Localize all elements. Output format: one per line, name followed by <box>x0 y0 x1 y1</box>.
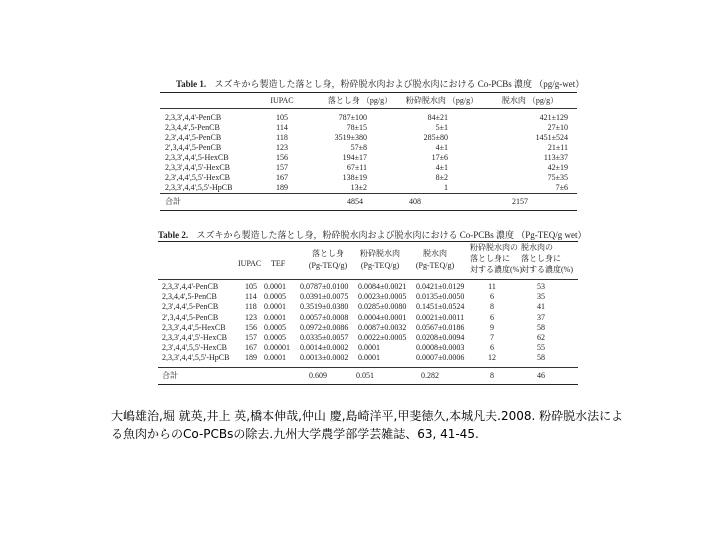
table-2-cell-otoshimi: 0.0057±0.0008 <box>300 312 349 322</box>
table-2-cell-compound: 2',3,4,4',5-PenCB <box>162 312 219 322</box>
table-1-cell-iupac: 157 <box>276 163 288 172</box>
table-2-cell-iupac: 123 <box>245 312 257 322</box>
table-1-cell-iupac: 123 <box>276 143 288 152</box>
table-1-header-otoshimi: 落とし身 （pg/g） <box>327 96 393 105</box>
table-1-header-funsai: 粉砕脱水肉 （pg/g） <box>405 96 479 105</box>
reference-citation <box>111 407 631 443</box>
table-2-cell-iupac: 156 <box>245 322 257 332</box>
table-2-cell-dassui: 0.0421±0.0129 <box>416 282 465 291</box>
table-1-title: スズキから製造した落とし身，粉砕脱水肉および脱水肉における Co-PCBs 濃度 （pg/g-wet） <box>214 79 585 89</box>
table-2-cell-iupac: 189 <box>245 353 257 363</box>
table-1-cell-dassui: 113±37 <box>543 153 568 162</box>
table-1-cell-funsai: 17±6 <box>431 153 448 162</box>
table-1-cell-iupac: 114 <box>276 123 288 132</box>
table-1-cell-dassui: 27±10 <box>547 123 568 132</box>
table-2-bottom-rule <box>158 384 578 385</box>
table-1-cell-otoshimi: 13±2 <box>350 183 367 192</box>
table-2-cell-funsai: 0.0087±0.0032 <box>358 322 407 332</box>
table-2-cell-compound: 2,3,3',4,4'-PenCB <box>162 282 219 291</box>
table-2-cell-funsai: 0.0023±0.0005 <box>358 292 407 302</box>
table-2-cell-tef: 0.00001 <box>264 343 290 353</box>
table-1-cell-dassui: 1451±524 <box>535 133 568 142</box>
table-2-cell-ratio-funsai: 12 <box>488 353 496 363</box>
table-2-cell-ratio-funsai: 6 <box>490 312 494 322</box>
table-2-cell-dassui: 0.1451±0.0524 <box>416 302 465 312</box>
table-2-cell-otoshimi: 0.0391±0.0075 <box>300 292 349 302</box>
table-2-cell-compound: 2,3,3',4,4',5'-HexCB <box>162 333 227 342</box>
table-1-header-iupac: IUPAC <box>270 96 294 105</box>
table-1-cell-dassui: 75±35 <box>547 173 568 182</box>
table-2-cell-otoshimi: 0.0014±0.0002 <box>300 343 349 353</box>
table-2-total-c: 0.282 <box>421 371 439 380</box>
table-1-cell-dassui: 421±129 <box>539 113 568 122</box>
table-2-cell-tef: 0.0005 <box>264 333 286 342</box>
table-2-cell-compound: 2,3,4,4',5-PenCB <box>162 292 217 302</box>
table-2-cell-dassui: 0.0135±0.0050 <box>416 292 465 302</box>
table-2-cell-ratio-dassui: 41 <box>537 302 545 312</box>
table-2-total-d: 8 <box>490 371 494 380</box>
table-2-cell-tef: 0.0001 <box>264 353 286 363</box>
table-1-cell-compound: 2,3',4,4',5-PenCB <box>165 133 222 142</box>
table-2-cell-ratio-dassui: 58 <box>537 353 545 363</box>
table-2-total-rule <box>158 367 578 368</box>
table-2-cell-dassui: 0.0021±0.0011 <box>416 312 465 322</box>
table-1-cell-compound: 2',3,4,4',5-PenCB <box>165 143 222 152</box>
table-1-label: Table 1. <box>176 79 207 89</box>
table-2-cell-ratio-dassui: 58 <box>537 322 545 332</box>
table-1-total-a: 4854 <box>347 197 363 206</box>
table-2-cell-ratio-funsai: 11 <box>488 282 496 291</box>
table-2-cell-ratio-funsai: 6 <box>490 343 494 353</box>
table-2-cell-tef: 0.0001 <box>264 302 286 312</box>
table-2-cell-dassui: 0.0208±0.0094 <box>416 333 465 342</box>
table-1-cell-dassui: 42±19 <box>547 163 568 172</box>
table-2-cell-funsai: 0.0001 <box>358 353 380 363</box>
table-2-cell-otoshimi: 0.0013±0.0002 <box>300 353 349 363</box>
table-2-cell-otoshimi: 0.0787±0.0100 <box>300 282 349 291</box>
table-2-label: Table 2. <box>158 230 189 240</box>
table-2-header-c2: (Pg-TEQ/g) <box>415 261 455 270</box>
table-2-top-rule <box>158 241 578 242</box>
table-2-cell-ratio-funsai: 8 <box>490 302 494 312</box>
table-2-cell-ratio-dassui: 37 <box>537 312 545 322</box>
table-2-header-d1: 粉砕脱水肉の <box>470 243 518 252</box>
table-2-cell-ratio-funsai: 6 <box>490 292 494 302</box>
table-1-cell-otoshimi: 78±15 <box>346 123 367 132</box>
table-2-cell-iupac: 157 <box>245 333 257 342</box>
table-2-cell-funsai: 0.0022±0.0005 <box>358 333 407 342</box>
table-2-header-rule <box>158 279 578 280</box>
table-2-total-label: 合計 <box>162 371 178 380</box>
table-2-cell-iupac: 167 <box>245 343 257 353</box>
table-1-cell-iupac: 189 <box>276 183 288 192</box>
table-1-cell-funsai: 1 <box>444 183 448 192</box>
table-1-caption <box>176 77 584 90</box>
table-2-header-b2: (Pg-TEQ/g) <box>360 261 400 270</box>
table-2-cell-funsai: 0.0285±0.0080 <box>358 302 407 312</box>
table-2-cell-iupac: 114 <box>245 292 257 302</box>
table-2-cell-otoshimi: 0.0335±0.0057 <box>300 333 349 342</box>
table-2-cell-tef: 0.0001 <box>264 282 286 291</box>
table-2-header-d2: 落とし身に <box>470 254 510 263</box>
table-1-cell-compound: 2,3,4,4',5-PenCB <box>165 123 220 132</box>
table-1-cell-iupac: 167 <box>276 173 288 182</box>
table-1-total-c: 2157 <box>512 197 528 206</box>
table-2-cell-tef: 0.0005 <box>264 322 286 332</box>
table-2-cell-iupac: 105 <box>245 282 257 291</box>
table-1-cell-compound: 2,3',4,4',5,5'-HexCB <box>165 173 230 182</box>
table-2-cell-compound: 2,3,3',4,4',5,5'-HpCB <box>162 353 230 363</box>
table-1-cell-funsai: 4±1 <box>435 143 448 152</box>
table-1-cell-otoshimi: 3519±380 <box>334 133 367 142</box>
table-2-header-e2: 落とし身に <box>521 254 561 263</box>
table-2-header-iupac: IUPAC <box>238 259 262 268</box>
table-1-cell-otoshimi: 194±17 <box>342 153 367 162</box>
table-1-cell-otoshimi: 138±19 <box>342 173 367 182</box>
table-2-cell-dassui: 0.0008±0.0003 <box>416 343 465 353</box>
table-2-cell-tef: 0.0005 <box>264 292 286 302</box>
reference-line-2: る魚肉からのCo-PCBsの除去.九州大学農学部学芸雑誌、63, 41-45. <box>111 427 479 441</box>
table-2-header-b1: 粉砕脱水肉 <box>360 249 400 258</box>
table-1-cell-compound: 2,3,3',4,4'-PenCB <box>165 113 222 122</box>
table-2-header-e1: 脱水肉の <box>521 243 553 252</box>
table-2-header-d3: 対する濃度(%) <box>470 265 522 274</box>
table-1-cell-iupac: 156 <box>276 153 288 162</box>
table-1-cell-funsai: 84±21 <box>427 113 448 122</box>
reference-line-1: 大嶋雄治,堀 就英,井上 英,橋本伸哉,仲山 慶,島崎洋平,甲斐徳久,本城凡夫.2008. 粉砕脱水法によ <box>111 409 624 423</box>
table-2-cell-otoshimi: 0.3519±0.0380 <box>300 302 349 312</box>
table-1-cell-dassui: 21±11 <box>547 143 568 152</box>
table-1-top-rule <box>160 92 577 93</box>
table-1-cell-iupac: 105 <box>276 113 288 122</box>
table-1-cell-otoshimi: 787±100 <box>338 113 367 122</box>
table-1-total-label: 合計 <box>165 197 181 206</box>
table-2-title: スズキから製造した落とし身，粉砕脱水肉および脱水肉における Co-PCBs 濃度 （Pg-TEQ/g wet） <box>196 230 587 240</box>
table-2-header-a1: 落とし身 <box>312 249 344 258</box>
table-1-cell-funsai: 4±1 <box>435 163 448 172</box>
table-2-cell-ratio-dassui: 62 <box>537 333 545 342</box>
table-1-cell-dassui: 7±6 <box>555 183 568 192</box>
table-2-cell-dassui: 0.0007±0.0006 <box>416 353 465 363</box>
table-2-total-a: 0.609 <box>309 371 327 380</box>
table-1-cell-funsai: 8±2 <box>435 173 448 182</box>
table-2-total-e: 46 <box>537 371 545 380</box>
table-2-cell-ratio-funsai: 7 <box>490 333 494 342</box>
table-2-cell-tef: 0.0001 <box>264 312 286 322</box>
table-2-cell-dassui: 0.0567±0.0186 <box>416 322 465 332</box>
table-2-header-tef: TEF <box>271 259 286 268</box>
table-2-cell-compound: 2,3,3',4,4',5-HexCB <box>162 322 226 332</box>
table-1-cell-otoshimi: 67±11 <box>346 163 367 172</box>
table-2-caption <box>158 228 586 241</box>
table-2-cell-ratio-dassui: 55 <box>537 343 545 353</box>
table-2-cell-ratio-funsai: 9 <box>490 322 494 332</box>
table-1-cell-compound: 2,3,3',4,4',5-HexCB <box>165 153 229 162</box>
table-2-total-b: 0.051 <box>356 371 374 380</box>
table-2-cell-compound: 2,3',4,4',5-PenCB <box>162 302 219 312</box>
table-2-cell-iupac: 118 <box>245 302 257 312</box>
table-2-header-a2: (Pg-TEQ/g) <box>308 261 348 270</box>
table-1-cell-compound: 2,3,3',4,4',5'-HexCB <box>165 163 230 172</box>
table-2-cell-ratio-dassui: 35 <box>537 292 545 302</box>
table-2-cell-funsai: 0.0084±0.0021 <box>358 282 407 291</box>
table-1-total-b: 408 <box>409 197 421 206</box>
table-1-bottom-rule <box>160 210 577 211</box>
table-1-header-dassui: 脱水肉 （pg/g） <box>501 96 559 105</box>
table-2-cell-otoshimi: 0.0972±0.0086 <box>300 322 349 332</box>
table-2-cell-ratio-dassui: 53 <box>537 282 545 291</box>
table-1-total-rule <box>160 193 577 194</box>
table-1-cell-iupac: 118 <box>276 133 288 142</box>
table-2-header-e3: 対する濃度(%) <box>521 265 573 274</box>
table-1-header-rule <box>160 108 577 109</box>
table-1-cell-funsai: 5±1 <box>435 123 448 132</box>
table-2-cell-funsai: 0.0004±0.0001 <box>358 312 407 322</box>
table-2-header-c1: 脱水肉 <box>423 249 447 258</box>
table-1-cell-funsai: 285±80 <box>423 133 448 142</box>
table-1-cell-compound: 2,3,3',4,4',5,5'-HpCB <box>165 183 233 192</box>
table-1-cell-otoshimi: 57±8 <box>350 143 367 152</box>
table-2-cell-funsai: 0.0001 <box>358 343 380 353</box>
table-2-cell-compound: 2,3',4,4',5,5'-HexCB <box>162 343 227 353</box>
